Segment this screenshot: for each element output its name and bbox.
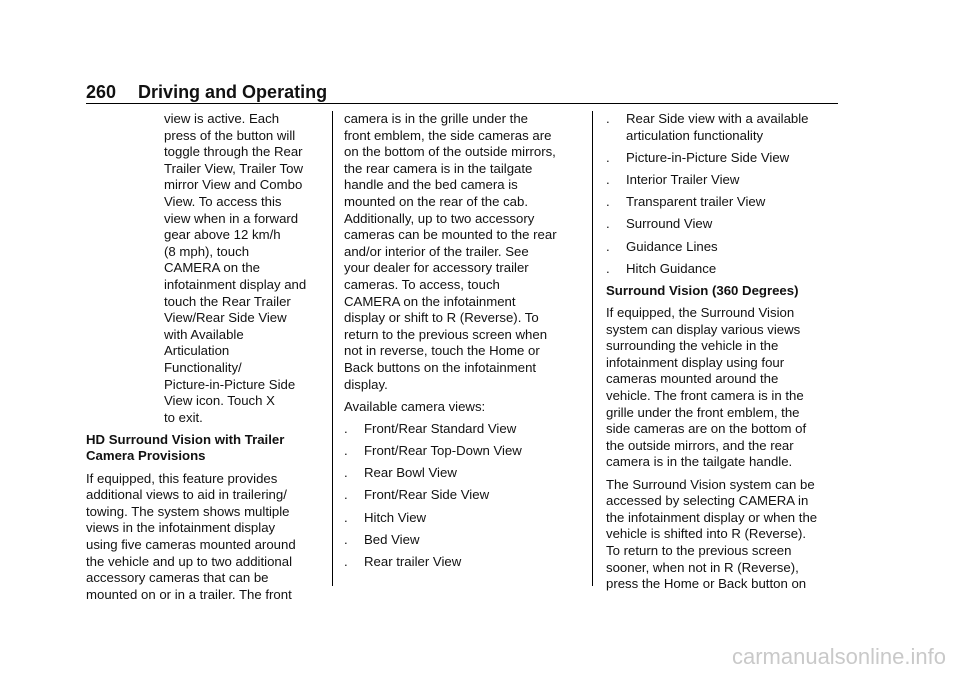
- bullet-dot: .: [606, 216, 610, 232]
- section-title: Driving and Operating: [138, 82, 328, 102]
- bullet-text: [364, 510, 582, 527]
- text-line: system can display various views: [606, 321, 801, 337]
- bullet-dot: .: [606, 238, 610, 254]
- column-1: [86, 111, 322, 603]
- bullet-text: [364, 532, 582, 549]
- text-line: views in the infotainment display: [86, 520, 276, 536]
- bullet-item: [344, 443, 582, 460]
- text-line: grille under the front emblem, the: [606, 404, 800, 420]
- text-line: press the Home or Back button on: [606, 576, 807, 592]
- text-line: touch the Rear Trailer: [164, 293, 291, 309]
- text-line: Rear Side view with a available: [626, 111, 809, 126]
- bullet-dot: .: [606, 149, 610, 165]
- text-line: toggle through the Rear: [164, 144, 303, 160]
- paragraph: [344, 111, 582, 393]
- text-line: display or shift to R (Reverse). To: [344, 310, 539, 326]
- bullet-text: [364, 443, 582, 460]
- text-line: cameras can be mounted to the rear: [344, 227, 557, 243]
- bullet-item: [606, 172, 842, 189]
- bullet-text: [364, 487, 582, 504]
- bullet-item: [606, 216, 842, 233]
- text-line: If equipped, this feature provides: [86, 470, 278, 486]
- text-line: not in reverse, touch the Home or: [344, 343, 540, 359]
- text-line: Bed View: [364, 531, 420, 547]
- text-line: View. To access this: [164, 193, 282, 209]
- text-line: side cameras are on the bottom of: [606, 421, 807, 437]
- bullet-item: [606, 150, 842, 167]
- text-line: mounted on or in a trailer. The front: [86, 586, 292, 602]
- page-header: [86, 82, 327, 103]
- text-line: return to the previous screen when: [344, 326, 548, 342]
- text-line: Transparent trailer View: [626, 194, 766, 210]
- text-line: Articulation: [164, 343, 230, 359]
- text-line: using five cameras mounted around: [86, 537, 296, 553]
- text-line: vehicle. The front camera is in the: [606, 388, 804, 404]
- bullet-dot: .: [344, 509, 348, 525]
- text-line: additional views to aid in trailering/: [86, 487, 287, 503]
- text-line: the outside mirrors, and the rear: [606, 437, 794, 453]
- bullet-text: [626, 150, 842, 167]
- bullet-text: [626, 239, 842, 256]
- text-line: the infotainment display or when the: [606, 509, 818, 525]
- text-line: cameras. To access, touch: [344, 276, 500, 292]
- bullet-item: [344, 465, 582, 482]
- text-line: CAMERA on the infotainment: [344, 293, 516, 309]
- bullet-dot: .: [344, 443, 348, 459]
- bullet-item: [344, 487, 582, 504]
- bullet-dot: .: [606, 111, 610, 126]
- bullet-text: [364, 465, 582, 482]
- text-line: infotainment display using four: [606, 354, 785, 370]
- text-line: towing. The system shows multiple: [86, 503, 290, 519]
- text-line: and/or interior of the trailer. See: [344, 243, 529, 259]
- bullet-item: [606, 111, 842, 144]
- bullet-item: [344, 421, 582, 438]
- text-line: the rear camera is in the tailgate: [344, 160, 533, 176]
- text-line: view when in a forward: [164, 210, 299, 226]
- text-line: CAMERA on the: [164, 260, 261, 276]
- bullet-dot: .: [344, 465, 348, 481]
- text-line: Surround View: [626, 216, 713, 232]
- text-line: to exit.: [164, 409, 203, 425]
- bullet-dot: .: [344, 554, 348, 569]
- text-line: Camera Provisions: [86, 448, 206, 464]
- text-line: HD Surround Vision with Trailer: [86, 431, 285, 447]
- text-line: If equipped, the Surround Vision: [606, 305, 795, 321]
- bullet-text: [626, 111, 842, 144]
- text-line: gear above 12 km/h: [164, 227, 281, 243]
- bullet-dot: .: [606, 194, 610, 210]
- bullet-dot: .: [344, 487, 348, 503]
- text-line: articulation functionality: [626, 127, 764, 143]
- header-rule: [86, 103, 838, 104]
- bullet-item: [344, 554, 582, 571]
- text-line: cameras mounted around the: [606, 371, 779, 387]
- bullet-item: [344, 510, 582, 527]
- text-line: Rear trailer View: [364, 554, 462, 569]
- text-line: camera is in the grille under the: [344, 111, 528, 126]
- text-line: Functionality/: [164, 359, 242, 375]
- bullet-text: [364, 421, 582, 438]
- text-line: your dealer for accessory trailer: [344, 260, 529, 276]
- bullet-text: [626, 216, 842, 233]
- text-line: surrounding the vehicle in the: [606, 338, 779, 354]
- text-line: View icon. Touch X: [164, 393, 275, 409]
- paragraph: [606, 305, 842, 471]
- text-line: the vehicle and up to two additional: [86, 553, 293, 569]
- text-line: Front/Rear Top-Down View: [364, 443, 522, 459]
- bullet-text: [626, 172, 842, 189]
- column-2: [344, 111, 582, 571]
- text-line: handle and the bed camera is: [344, 177, 518, 193]
- bullet-text: [364, 554, 582, 571]
- intro-paragraph: [86, 111, 322, 426]
- bullet-dot: .: [344, 420, 348, 436]
- column-divider-2: [592, 111, 593, 586]
- text-line: (8 mph), touch: [164, 243, 250, 259]
- paragraph: [606, 477, 842, 593]
- text-line: Hitch View: [364, 509, 427, 525]
- bullet-dot: .: [606, 260, 610, 276]
- text-line: Picture-in-Picture Side: [164, 376, 296, 392]
- text-line: Trailer View, Trailer Tow: [164, 160, 303, 176]
- text-line: mirror View and Combo: [164, 177, 303, 193]
- bullet-dot: .: [344, 531, 348, 547]
- list-intro: Available camera views:: [344, 398, 486, 414]
- text-line: View/Rear Side View: [164, 310, 287, 326]
- text-line: display.: [344, 376, 388, 392]
- watermark: carmanualsonline.info: [731, 644, 946, 669]
- text-line: accessed by selecting CAMERA in: [606, 493, 809, 509]
- text-line: Rear Bowl View: [364, 465, 457, 481]
- text-line: front emblem, the side cameras are: [344, 127, 552, 143]
- text-line: with Available: [164, 326, 244, 342]
- section-heading: Surround Vision (360 Degrees): [606, 282, 799, 298]
- bullet-item: [606, 261, 842, 278]
- text-line: infotainment display and: [164, 276, 307, 292]
- text-line: Back buttons on the infotainment: [344, 359, 537, 375]
- bullet-item: [606, 239, 842, 256]
- bullet-item: [606, 194, 842, 211]
- text-line: Guidance Lines: [626, 238, 718, 254]
- text-line: sooner, when not in R (Reverse),: [606, 559, 799, 575]
- paragraph: [86, 471, 322, 604]
- text-line: Picture-in-Picture Side View: [626, 149, 790, 165]
- text-line: To return to the previous screen: [606, 543, 792, 558]
- column-divider-1: [332, 111, 333, 586]
- text-line: Front/Rear Standard View: [364, 420, 517, 436]
- bullet-item: [344, 532, 582, 549]
- text-line: Hitch Guidance: [626, 260, 717, 276]
- column-3: [606, 111, 842, 593]
- text-line: mounted on the rear of the cab.: [344, 193, 529, 209]
- text-line: Additionally, up to two accessory: [344, 210, 535, 226]
- bullet-dot: .: [606, 171, 610, 187]
- page-number: 260: [86, 82, 117, 102]
- text-line: The Surround Vision system can be: [606, 476, 815, 492]
- text-line: accessory cameras that can be: [86, 570, 269, 586]
- bullet-text: [626, 261, 842, 278]
- bullet-text: [626, 194, 842, 211]
- text-line: camera is in the tailgate handle.: [606, 454, 793, 470]
- text-line: Interior Trailer View: [626, 171, 740, 187]
- text-line: on the bottom of the outside mirrors,: [344, 144, 556, 160]
- text-line: view is active. Each: [164, 111, 280, 126]
- text-line: press of the button will: [164, 127, 296, 143]
- text-line: vehicle is shifted into R (Reverse).: [606, 526, 807, 542]
- section-heading: [86, 432, 322, 465]
- text-line: Front/Rear Side View: [364, 487, 490, 503]
